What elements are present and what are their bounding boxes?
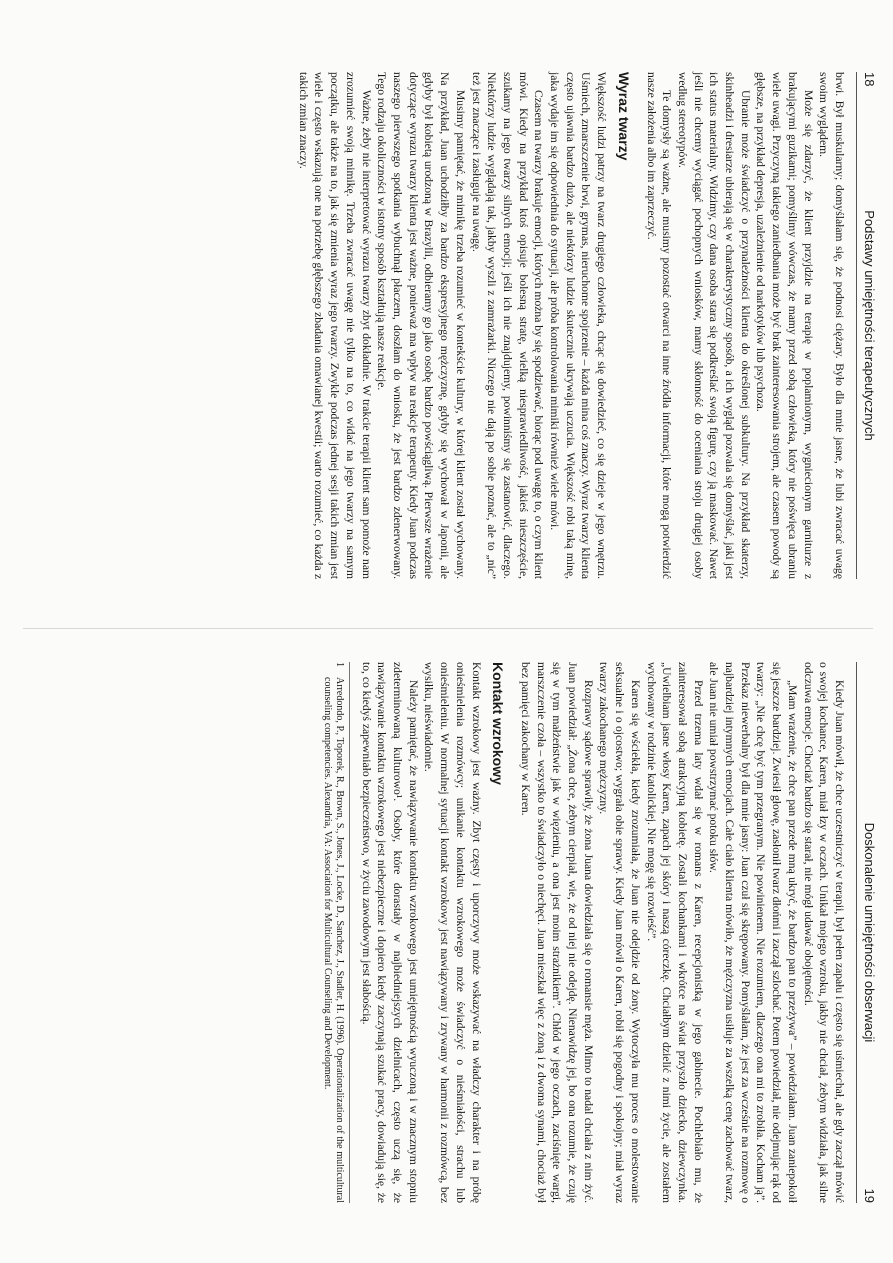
- paragraph: Może się zdarzyć, że klient przyjdzie na terapię w poplamionym, wygniecionym garniturze z brakującymi guzikami; pomyślimy wówczas, że mamy przed sobą człowieka, który nie poświęca ubraniu wiele uwagi. Przyczyną takiego zaniedbania może być brak zainteresowania strojem, ale czasem powody są głębsze, na przykład depresja, uzależnienie od narkotyków lub psychoza.: [754, 72, 815, 579]
- paragraph: Kiedy Juan mówił, że chce uczestniczyć w terapii, był pełen zapału i często się uśmiechał, ale gdy zaczął mówić o swojej kochance, Karen, miał łzy w oczach. Unikał mojego wzroku, jakby nie chciał, żebym widziała, jak silne odczuwa emocje. Chociaż bardzo się starał, nie mógł udawać obojętności.: [801, 662, 846, 1203]
- gutter-divider: [23, 628, 873, 629]
- running-head: Podstawy umiejętności terapeutycznych: [862, 210, 877, 441]
- section-heading: Wyraz twarzy: [615, 72, 632, 161]
- paragraph: Należy pamiętać, że nawiązywanie kontaktu wzrokowego jest umiejętnością wyuczoną i w znacznym stopniu zdeterminowaną kulturowo¹. Osoby, które dorastały w najbiedniejszych dzielnicach, często uczą się, że nawiązywanie kontaktu wzrokowego jest niebezpieczne i dopiero kiedy zaczynają szukać pracy, dowiadują się, że to, co kiedyś zapewniało bezpieczeństwo, w życiu zawodowym jest słabością.: [359, 662, 420, 1203]
- footnote-number: 1: [333, 662, 345, 667]
- footnote: [321, 662, 345, 1203]
- paragraph: Musimy pamiętać, że mimikę trzeba rozumieć w kontekście kultury, w której klient został wychowany. Na przykład, Juan uchodziłby za bardzo ekspresyjnego mężczyznę, gdyby się wychował w Japonii, ale gdyby był kobietą urodzoną w Brazylii, odbieramy go jako osobę bardzo powściągliwą. Pierwsze wrażenie dotyczące wyrazu twarzy klienta jest ważne, ponieważ ma wpływ na reakcje terapeuty. Kiedy Juan podczas naszego pierwszego spotkania wybuchnął płaczem, doszłam do wniosku, że jest bardzo zdenerwowany. Tego rodzaju okoliczności w istotny sposób kształtują nasze reakcje.: [375, 72, 467, 579]
- paragraph: Czasem na twarzy brakuje emocji, których można by się spodziewać, biorąc pod uwagę to, o czym klient mówi. Kiedy na przykład ktoś opisuje bolesną stratę, wielką niesprawiedliwość, jakieś nieszczęście, szukamy na jego twarzy silnych emocji; jeśli ich nie znajdujemy, powinniśmy się zastanowić, dlaczego. Niektórzy ludzie wyglądają tak, jakby wyszli z zamrażarki. Niczego nie dają po sobie poznać, ale to „nic” też jest znaczące i zasługuje na uwagę.: [469, 72, 546, 579]
- paragraph: Te domysły są ważne, ale musimy pozostać otwarci na inne źródła informacji, które mogą potwierdzić nasze założenia albo im zaprzeczyć.: [644, 72, 674, 579]
- paragraph: brwi. Był muskularny; domyślałam się, że podnosi ciężary. Było dla mnie jasne, że lubi zwracać uwagę swoim wyglądem.: [817, 72, 846, 579]
- section-heading: Kontakt wzrokowy: [490, 662, 507, 785]
- paragraph: „Mam wrażenie, że chce pan przede mną ukryć, że bardzo pan to przeżywa” – powiedziałam. Juan zaniepokoił się jeszcze bardziej. Zwiesił głowę, zasłonił twarz dłońmi i zaczął szlochać. Potem powiedział, nie odejmując rąk od twarzy: „Nie chcę być tym przegranym. Nie powinienem. Nie rozumiem, dlaczego ona mi to zrobiła. Kocham ją”. Przekaz niewerbalny był dla mnie jasny: Juan czuł się skrępowany. Pomyślałam, że jest za wcześnie na rozmowę o najbardziej intymnych emocjach. Całe ciało klienta mówiło, że mężczyzna usiłuje za wszelką cenę zachować twarz, ale Juan nie umiał powstrzymać potoku słów.: [707, 662, 799, 1203]
- page-number: 19: [862, 1188, 877, 1203]
- right-page: [0, 640, 893, 1263]
- left-page-header: [856, 72, 879, 579]
- paragraph: Większość ludzi patrzy na twarz drugiego człowieka, chcąc się dowiedzieć, co się dzieje w jego wnętrzu. Uśmiech, zmarszczenie brwi, grymas, nieruchome spojrzenie – każda mina coś znaczy. Wyraz twarzy klienta często ujawnia bardzo dużo, ale niektórzy ludzie skutecznie ukrywają uczucia. Większość robi taką minę, jaka wydaje im się odpowiednia do sytuacji, ale próba kontrolowania mimiki również wiele mówi.: [548, 72, 609, 579]
- paragraph: Karen się wściekła, kiedy zrozumiała, że Juan nie odejdzie od żony. Wytoczyła mu proces o molestowanie seksualne i o ojcostwo; wygrała obie sprawy. Kiedy Juan mówił o Karen, robił się pogodny i spokojny; miał wyraz twarzy zakochanego mężczyzny.: [597, 662, 642, 1203]
- paragraph: Przed trzema laty wdał się w romans z Karen, recepcjonistką w jego gabinecie. Pochlebiało mu, że zainteresował sobą atrakcyjną kobietę. Zostali kochankami i wkrótce na świat przyszło dziecko, dziewczynka. „Uwielbiam jasne włosy Karen, zapach jej skóry i naszą córeczkę. Chciałbym dzielić z nimi życie, ale zostałem wychowany w rodzinie katolickiej. Nie mogę się rozwieść”.: [644, 662, 705, 1203]
- right-page-body: [321, 662, 847, 1203]
- paragraph: Ubranie może świadczyć o przynależności klienta do określonej subkultury. Na przykład skaterzy, skinheadzi i dresiarze ubierają się w charakterystyczny sposób, a ich wygląd pozwala się domyślać, jaki jest ich status materialny. Widzimy, czy dana osoba stara się podkreślać swoją figurę, czy ją maskować. Nawet jeśli nie chcemy wyciągać pochopnych wniosków, mamy skłonność do oceniania stroju drugiej osoby według stereotypów.: [675, 72, 752, 579]
- paragraph: Kontakt wzrokowy jest ważny. Zbyt częsty i uporczywy może wskazywać na władczy charakter i na próbę onieśmielenia rozmówcy; unikanie kontaktu wzrokowego może świadczyć o nieśmiałości, strachu lub onieśmieleniu. W normalnej sytuacji kontakt wzrokowy jest nawiązywany i zrywany w harmonii z rozmówcą, bez wysiłku, nieświadomie.: [422, 662, 483, 1203]
- left-page: [0, 0, 893, 615]
- left-page-body: [295, 72, 847, 579]
- running-head: Doskonalenie umiejętności obserwacji: [862, 822, 877, 1043]
- footnotes: [321, 662, 350, 1203]
- footnote-text: Arredondo, P., Toporek, R., Brown, S., Jones, J., Locke, D., Sanchez, J., Stadler, H. (1996). Operationalization of the multicultural counseling competencies. Alexandria, VA: Association for Multicultural Counseling and Development.: [321, 677, 345, 1203]
- paragraph: Ważne, żeby nie interpretować wyrazu twarzy zbyt dokładnie. W trakcie terapii klient sam pomoże nam zrozumieć swoją mimikę. Trzeba zwracać uwagę nie tylko na to, co widać na jego twarzy na samym początku, ale także na to, jak się zmienia wyraz jego twarzy. Zwykle podczas jednej sesji takich zmian jest wiele i często wskazują one na potrzebę głębszego zbadania omawianej kwestii; warto rozumieć, co każda z takich zmian znaczy.: [296, 72, 373, 579]
- right-page-header: [856, 662, 879, 1203]
- paragraph: Rozprawy sądowe sprawiły, że żona Juana dowiedziała się o romansie męża. Mimo to nadal chciała z nim żyć. Juan powiedział: „Żona chce, żebym cierpiał, wie, że od niej nie odejdę. Nienawidzę jej, bo ona rozumie, że czuję się w tym małżeństwie jak w więzieniu, a ona jest moim strażnikiem”. Chłód w jego oczach, zaciśnięte wargi, marszczenie czoła – wszystko to świadczyło o niechęci. Juan mieszkał więc z żoną i z dwoma synami, chociaż był bez pamięci zakochany w Karen.: [518, 662, 595, 1203]
- page-number: 18: [862, 72, 877, 87]
